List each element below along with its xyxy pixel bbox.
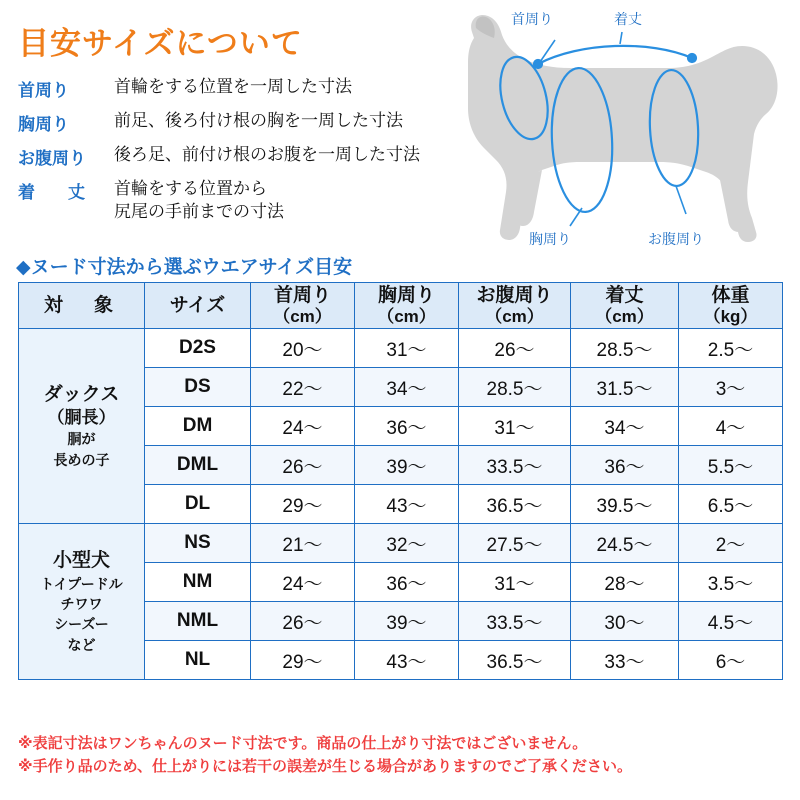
cell-weight: 4.5〜 — [679, 602, 783, 641]
th-neck-unit: （cm） — [273, 306, 332, 326]
cell-length: 28.5〜 — [571, 329, 679, 368]
group-note-line2: チワワ — [60, 596, 103, 613]
th-size — [145, 283, 251, 329]
cell-length: 28〜 — [571, 563, 679, 602]
cell-length: 24.5〜 — [571, 524, 679, 563]
label-length-top: 着丈 — [614, 11, 642, 27]
cell-neck: 26〜 — [251, 446, 355, 485]
cell-chest: 36〜 — [355, 407, 459, 446]
cell-chest: 32〜 — [355, 524, 459, 563]
definition-description: 首輪をする位置を一周した寸法 — [114, 77, 352, 96]
cell-weight: 3.5〜 — [679, 563, 783, 602]
cell-length: 34〜 — [571, 407, 679, 446]
cell-neck: 20〜 — [251, 329, 355, 368]
cell-size: DL — [145, 485, 251, 524]
page-title: 目安サイズについて — [18, 26, 303, 61]
definition-row — [18, 110, 488, 135]
table-row — [19, 524, 783, 563]
table-header-row — [19, 283, 783, 329]
th-weight-label: 体重 — [711, 284, 750, 306]
table-body — [19, 329, 783, 680]
group-name: 小型犬 — [52, 550, 110, 572]
footnote-1: ※表記寸法はワンちゃんのヌード寸法です。商品の仕上がり寸法ではございません。 — [18, 735, 588, 752]
cell-belly: 26〜 — [459, 329, 571, 368]
cell-weight: 3〜 — [679, 368, 783, 407]
group-cell-dachs — [19, 329, 145, 524]
cell-chest: 39〜 — [355, 446, 459, 485]
cell-length: 36〜 — [571, 446, 679, 485]
definition-description-line2: 尻尾の手前までの寸法 — [114, 201, 284, 221]
cell-neck: 26〜 — [251, 602, 355, 641]
th-neck-label: 首周り — [273, 284, 331, 306]
group-note-line1: 胴が — [67, 431, 96, 448]
definition-description: 後ろ足、前付け根のお腹を一周した寸法 — [114, 145, 420, 164]
definition-row — [18, 144, 488, 169]
cell-belly: 31〜 — [459, 563, 571, 602]
cell-chest: 39〜 — [355, 602, 459, 641]
th-length-unit: （cm） — [595, 306, 654, 326]
th-belly-unit: （cm） — [485, 306, 544, 326]
footnote-2: ※手作り品のため、仕上がりには若干の誤差が生じる場合がありますのでご了承ください。 — [18, 758, 632, 776]
table-header — [19, 283, 783, 329]
th-weight-unit: （kg） — [703, 306, 758, 326]
label-neck-top: 首周り — [511, 11, 553, 27]
definition-description: 首輪をする位置から — [114, 179, 267, 198]
th-belly-label: お腹周り — [476, 284, 553, 306]
cell-neck: 29〜 — [251, 485, 355, 524]
section-heading: ◆ヌード寸法から選ぶウエアサイズ目安 — [16, 257, 353, 278]
th-chest-label: 胸周り — [377, 284, 435, 306]
cell-neck: 24〜 — [251, 563, 355, 602]
group-note-line2: 長めの子 — [53, 451, 110, 468]
size-table — [18, 282, 783, 680]
cell-weight: 2.5〜 — [679, 329, 783, 368]
th-weight — [679, 283, 783, 329]
th-length — [571, 283, 679, 329]
cell-chest: 43〜 — [355, 641, 459, 680]
cell-belly: 33.5〜 — [459, 602, 571, 641]
definition-list — [18, 76, 488, 233]
cell-neck: 21〜 — [251, 524, 355, 563]
label-belly-bottom: お腹周り — [648, 231, 704, 247]
cell-weight: 4〜 — [679, 407, 783, 446]
th-length-label: 着丈 — [605, 284, 644, 306]
cell-size: DS — [145, 368, 251, 407]
cell-length: 31.5〜 — [571, 368, 679, 407]
cell-belly: 36.5〜 — [459, 485, 571, 524]
cell-belly: 28.5〜 — [459, 368, 571, 407]
definition-description: 前足、後ろ付け根の胸を一周した寸法 — [114, 111, 403, 130]
definition-term: 着 丈 — [18, 183, 93, 202]
cell-weight: 2〜 — [679, 524, 783, 563]
th-chest-unit: （cm） — [377, 306, 436, 326]
cell-belly: 27.5〜 — [459, 524, 571, 563]
cell-belly: 31〜 — [459, 407, 571, 446]
cell-belly: 33.5〜 — [459, 446, 571, 485]
dog-measurement-illustration — [430, 2, 798, 260]
cell-size: NS — [145, 524, 251, 563]
cell-belly: 36.5〜 — [459, 641, 571, 680]
cell-size: NML — [145, 602, 251, 641]
cell-size: D2S — [145, 329, 251, 368]
definition-term: 首周り — [18, 81, 69, 100]
definition-row — [18, 178, 488, 224]
cell-size: DML — [145, 446, 251, 485]
group-note-line4: など — [67, 636, 96, 653]
cell-chest: 36〜 — [355, 563, 459, 602]
th-chest — [355, 283, 459, 329]
length-line — [534, 46, 696, 68]
cell-length: 30〜 — [571, 602, 679, 641]
cell-length: 33〜 — [571, 641, 679, 680]
cell-size: NL — [145, 641, 251, 680]
group-note-line3: シーズー — [54, 616, 109, 633]
group-cell-small — [19, 524, 145, 680]
th-target — [19, 283, 145, 329]
th-neck — [251, 283, 355, 329]
cell-neck: 24〜 — [251, 407, 355, 446]
group-sub: （胴長） — [47, 408, 116, 428]
cell-length: 39.5〜 — [571, 485, 679, 524]
group-name: ダックス — [43, 384, 120, 406]
cell-weight: 6〜 — [679, 641, 783, 680]
th-size-label: サイズ — [169, 294, 226, 316]
group-note-line1: トイプードル — [40, 576, 123, 592]
cell-weight: 5.5〜 — [679, 446, 783, 485]
cell-size: NM — [145, 563, 251, 602]
definition-term: 胸周り — [18, 115, 69, 134]
cell-neck: 22〜 — [251, 368, 355, 407]
cell-size: DM — [145, 407, 251, 446]
cell-weight: 6.5〜 — [679, 485, 783, 524]
footnotes — [18, 732, 784, 779]
label-chest-bottom: 胸周り — [529, 231, 571, 247]
th-belly — [459, 283, 571, 329]
cell-chest: 43〜 — [355, 485, 459, 524]
cell-chest: 31〜 — [355, 329, 459, 368]
definition-row — [18, 76, 488, 101]
cell-neck: 29〜 — [251, 641, 355, 680]
definition-term: お腹周り — [18, 149, 86, 168]
cell-chest: 34〜 — [355, 368, 459, 407]
th-target-label: 対 象 — [43, 294, 119, 316]
table-row — [19, 329, 783, 368]
